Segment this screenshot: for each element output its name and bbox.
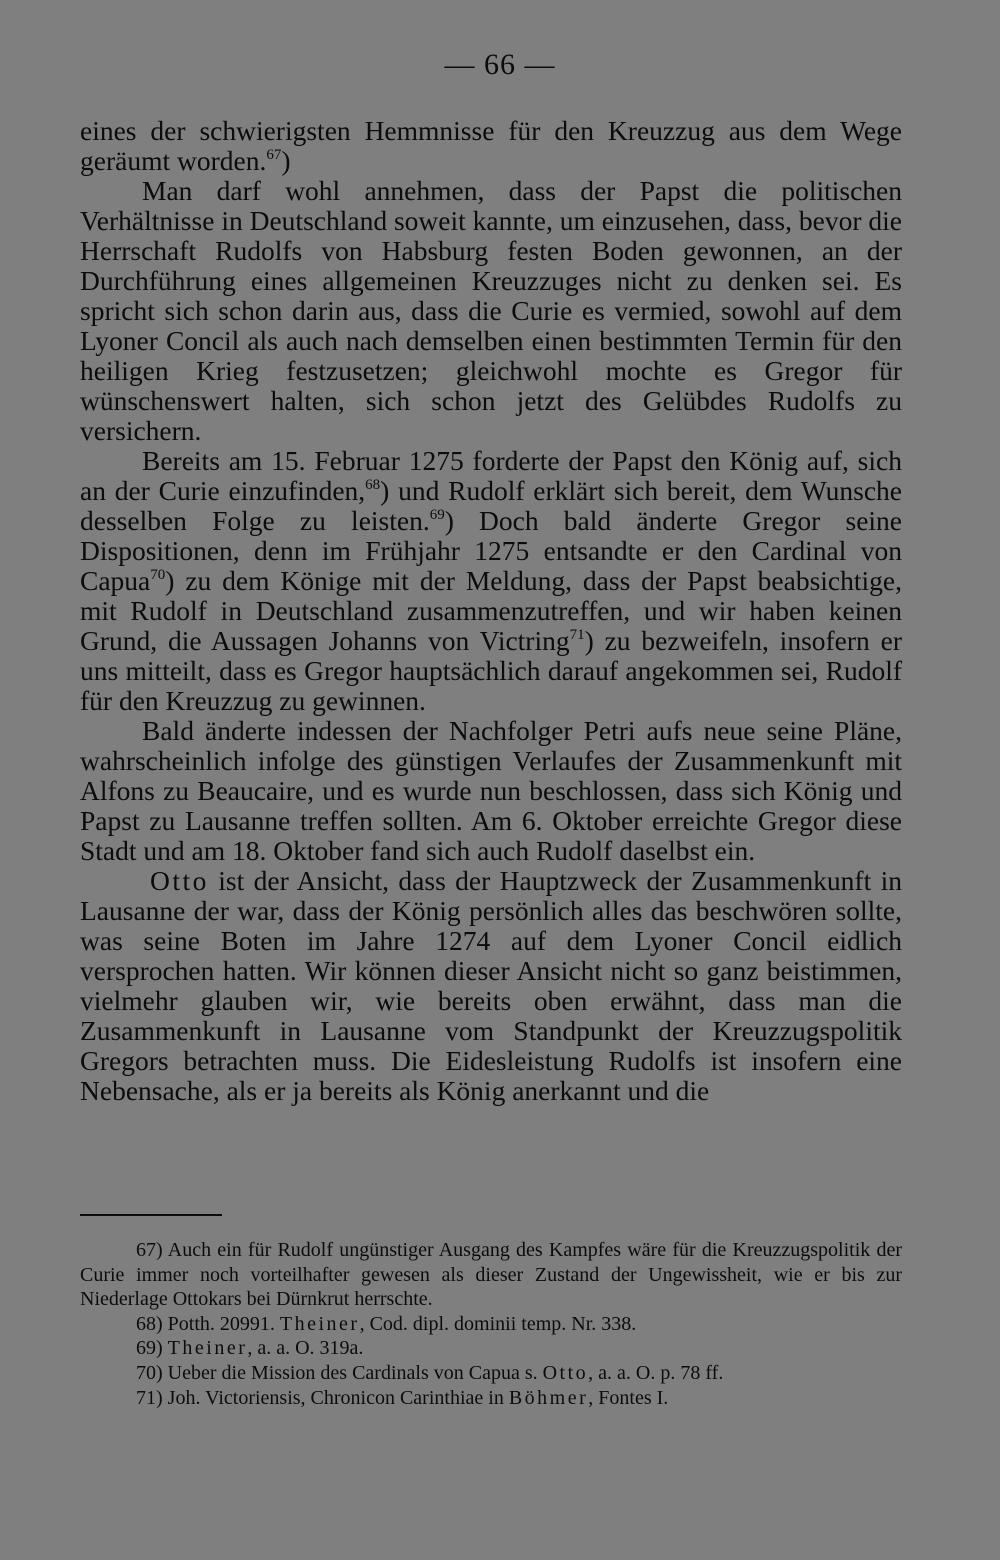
paragraph-text: eines der schwierigsten Hemmnisse für den Kreuzzug aus dem Wege geräumt worden. [80,115,902,176]
author-name: Theiner [167,1337,248,1360]
paragraph [80,446,902,716]
paragraph-text: ) und Rudolf erklärt sich bereit, dem Wunsche desselben Folge zu leisten. [80,475,902,536]
paragraph-text: ) [281,145,291,176]
footnote-ref: 67 [266,147,282,163]
author-name: Otto [150,865,209,896]
paragraph [80,176,902,446]
footnote-67: 67) Auch ein für Rudolf ungünstiger Ausgang des Kampfes wäre für die Kreuzzugspolitik der Curie immer noch vorteilhafter gewesen als dieser Zustand der Ungewissheit, wie er bis zur Niederlage Ottokars bei Dürnkrut herrschte. [80,1239,902,1311]
author-name: Böhmer [508,1386,589,1409]
footnote-text: 70) Ueber die Mission des Cardinals von Capua s. [136,1361,543,1384]
paragraph [80,116,902,176]
footnotes [80,1238,902,1410]
footnote-text: 71) Joh. Victoriensis, Chronicon Carinthiae in [136,1386,509,1409]
footnote-divider [80,1214,222,1216]
footnote-ref: 70 [150,567,166,583]
paragraph [80,716,902,866]
footnote-text: , Cod. dipl. dominii temp. Nr. 338. [359,1312,637,1335]
paragraph-text: Man darf wohl annehmen, dass der Papst die politischen Verhältnisse in Deutschland soweit kannte, um einzusehen, dass, bevor die Herrschaft Rudolfs von Habsburg festen Boden gewonnen, an der Durchführung eines allgemeinen Kreuzzuges nicht zu denken sei. Es spricht sich schon darin aus, dass die Curie es vermied, sowohl auf dem Lyoner Concil als auch nach demselben einen bestimmten Termin für den heiligen Krieg festzusetzen; gleichwohl mochte es Gregor für wünschenswert halten, sich schon jetzt des Gelübdes Rudolfs zu versichern. [80,175,902,446]
main-text [80,116,902,1106]
footnote-ref: 68 [365,477,381,493]
paragraph-text: ) Doch bald änderte Gregor seine Dispositionen, denn im Frühjahr 1275 entsandte er den Cardinal von Capua [80,505,902,596]
footnote-text: 68) Potth. 20991. [136,1312,280,1335]
author-name: Theiner [279,1312,360,1335]
paragraph-text: ) zu bezweifeln, insofern er uns mitteilt, dass es Gregor hauptsächlich darauf angekommen sei, Rudolf für den Kreuzzug zu gewinnen. [80,625,902,716]
footnote-text: , a. a. O. p. 78 ff. [588,1361,724,1384]
footnote-text: , a. a. O. 319a. [247,1337,364,1360]
page-number: — 66 — [444,48,556,81]
footnote-text: 69) [136,1337,168,1360]
footnote-68 [80,1312,902,1337]
footnote-ref: 71 [569,627,585,643]
paragraph-text: Bereits am 15. Februar 1275 forderte der Papst den König auf, sich an der Curie einzufinden, [80,445,902,506]
footnote-70 [80,1361,902,1386]
footnote-text: , Fontes I. [588,1386,669,1409]
paragraph-text: ) zu dem Könige mit der Meldung, dass der Papst beabsichtige, mit Rudolf in Deutschland zusammenzutreffen, und wir haben keinen Grund, die Aussagen Johanns von Victring [80,565,902,656]
paragraph-text: Bald änderte indessen der Nachfolger Petri aufs neue seine Pläne, wahrscheinlich infolge des günstigen Verlaufes der Zusammenkunft mit Alfons zu Beaucaire, und es wurde nun beschlossen, dass sich König und Papst zu Lausanne treffen sollten. Am 6. Oktober erreichte Gregor diese Stadt und am 18. Oktober fand sich auch Rudolf daselbst ein. [80,715,902,866]
author-name: Otto [542,1361,589,1384]
footnote-69 [80,1336,902,1361]
paragraph [80,866,902,1106]
footnote-ref: 69 [429,507,445,523]
footnote-71 [80,1386,902,1411]
paragraph-text: ist der Ansicht, dass der Hauptzweck der Zusammenkunft in Lausanne der war, dass der König persönlich alles das beschwören sollte, was seine Boten im Jahre 1274 auf dem Lyoner Concil eidlich versprochen hatten. Wir können dieser Ansicht nicht so ganz beistimmen, vielmehr glauben wir, wie bereits oben erwähnt, dass man die Zusammenkunft in Lausanne vom Standpunkt der Kreuzzugspolitik Gregors betrachten muss. Die Eidesleistung Rudolfs ist insofern eine Nebensache, als er ja bereits als König anerkannt und die [80,865,902,1106]
